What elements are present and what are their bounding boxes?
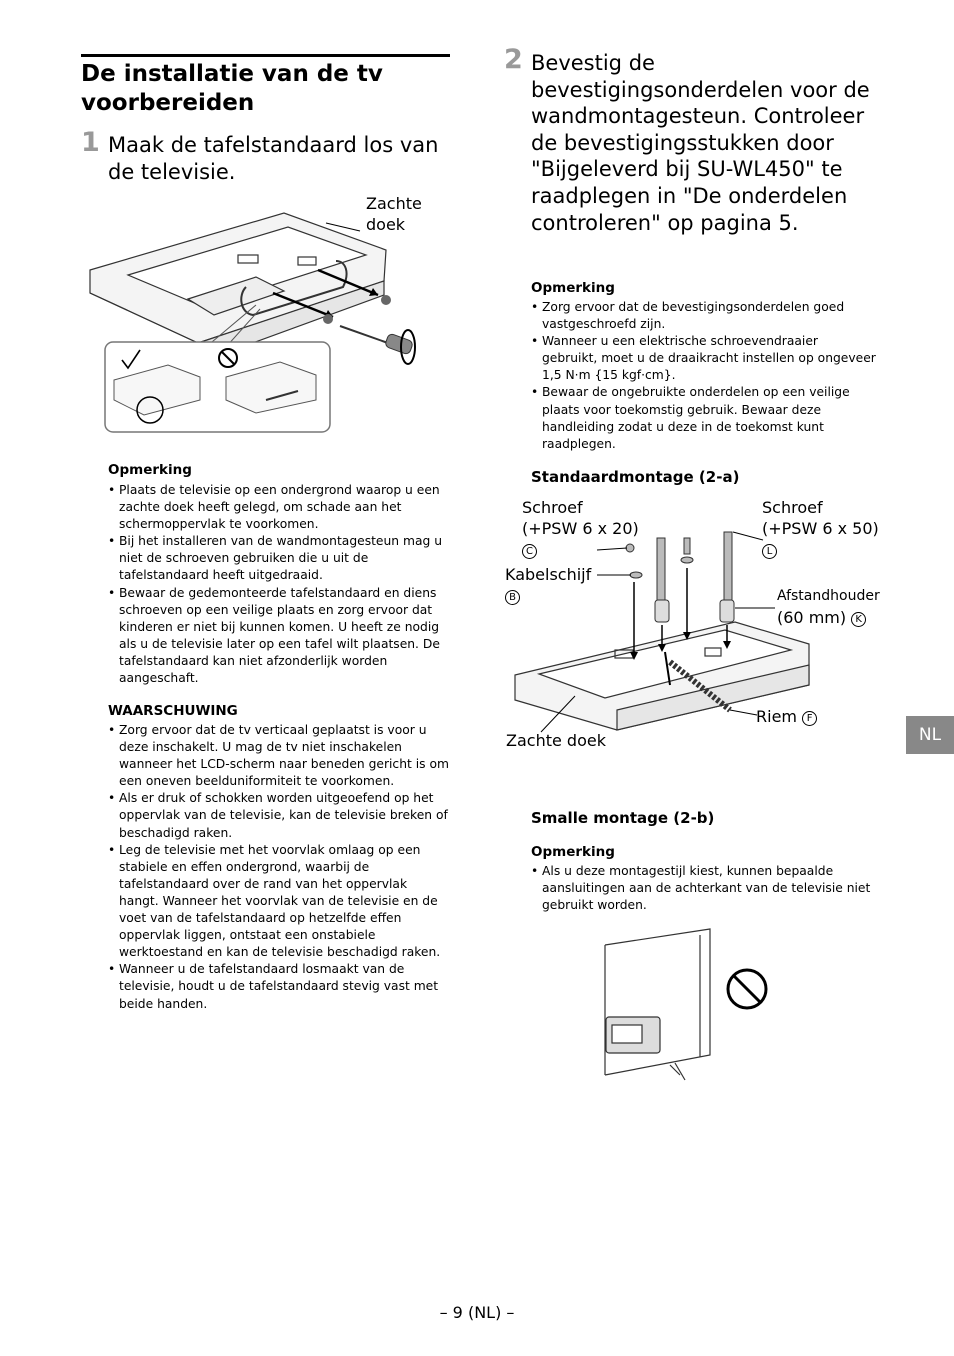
part-mark-c: C <box>522 544 537 559</box>
soft-cloth-label: Zachte doek <box>366 194 422 234</box>
note-list <box>531 299 876 453</box>
screw-c-line2: (+PSW 6 x 20) <box>522 519 639 538</box>
spacer-line1: Afstandhouder <box>777 588 880 604</box>
note-heading: Opmerking <box>531 844 615 860</box>
language-tab: NL <box>906 716 954 754</box>
belt-text: Riem <box>756 707 797 726</box>
list-item: • Bewaar de ongebruikte onderdelen op een veilige plaats voor toekomstig gebruik. Bewaar deze handleiding zodat u deze in de toekomst kunt raadplegen. <box>531 384 876 452</box>
section-title: De installatie van de tv voorbereiden <box>81 61 383 116</box>
part-mark-k: K <box>851 612 866 627</box>
screw-l-line2: (+PSW 6 x 50) <box>762 519 879 538</box>
part-mark-b: B <box>505 590 520 605</box>
spacer-line2: (60 mm) <box>777 608 847 627</box>
slim-mount-heading: Smalle montage (2-b) <box>531 809 715 827</box>
note-heading: Opmerking <box>108 462 192 478</box>
list-item: • Bij het installeren van de wandmontagesteun mag u niet de schroeven gebruiken die u uit de tafelstandaard heeft uitgedraaid. <box>108 533 450 584</box>
soft-cloth-label: Zachte doek <box>506 731 606 750</box>
slim-mount-illustration <box>600 925 780 1085</box>
screw-l-line1: Schroef <box>762 498 823 517</box>
warning-list <box>108 722 450 1013</box>
screw-l-label <box>762 497 879 560</box>
step-1-text: Maak de tafelstandaard los van de televisie. <box>108 133 439 184</box>
warning-heading: WAARSCHUWING <box>108 703 238 719</box>
title-rule <box>81 54 450 57</box>
page-number: – 9 (NL) – <box>439 1303 515 1322</box>
note-list <box>108 482 450 687</box>
step-2-text: Bevestig de bevestigingsonderdelen voor de wandmontagesteun. Controleer de bevestigingsstukken door "Bijgeleverd bij SU-WL450" te raadplegen in "De onderdelen controleren" op pagina 5. <box>531 51 870 235</box>
belt-label <box>756 706 817 727</box>
screw-c-line1: Schroef <box>522 498 583 517</box>
list-item: • Als u deze montagestijl kiest, kunnen bepaalde aansluitingen aan de achterkant van de televisie niet gebruikt worden. <box>531 863 876 914</box>
step-2-number: 2 <box>504 44 523 75</box>
standard-mount-heading: Standaardmontage (2-a) <box>531 468 740 486</box>
list-item: • Bewaar de gedemonteerde tafelstandaard en diens schroeven op een veilige plaats en zorg ervoor dat kinderen er niet bij kunnen komen. U heeft ze nodig als u de televisie later op een tafel wilt plaatsen. De tafelstandaard kan niet afzonderlijk worden aangeschaft. <box>108 585 450 688</box>
note-heading: Opmerking <box>531 280 615 296</box>
list-item: • Plaats de televisie op een ondergrond waarop u een zachte doek heeft gelegd, om schade aan het schermoppervlak te voorkomen. <box>108 482 450 533</box>
list-item: • Zorg ervoor dat de bevestigingsonderdelen goed vastgeschroefd zijn. <box>531 299 876 333</box>
slim-note-list <box>531 863 876 914</box>
part-mark-f: F <box>802 711 817 726</box>
list-item: • Als er druk of schokken worden uitgeoefend op het oppervlak van de televisie, kan de televisie breken of beschadigd raken. <box>108 790 450 841</box>
part-mark-l: L <box>762 544 777 559</box>
spacer-label <box>777 586 880 628</box>
list-item: • Wanneer u de tafelstandaard losmaakt van de televisie, houdt u de tafelstandaard stevig vast met beide handen. <box>108 961 450 1012</box>
washer-label <box>505 564 591 606</box>
step-1-number: 1 <box>81 127 100 158</box>
washer-text: Kabelschijf <box>505 565 592 584</box>
list-item: • Zorg ervoor dat de tv verticaal geplaatst is voor u deze inschakelt. U mag de tv niet inschakelen wanneer het LCD-scherm naar beneden gericht is om een oneven beelduniformiteit te voorkomen. <box>108 722 450 790</box>
screw-c-label <box>522 497 639 560</box>
list-item: • Wanneer u een elektrische schroevendraaier gebruikt, moet u de draaikracht instellen op ongeveer 1,5 N·m {15 kgf·cm}. <box>531 333 876 384</box>
list-item: • Leg de televisie met het voorvlak omlaag op een stabiele en effen ondergrond, waarbij de tafelstandaard over de rand van het oppervlak hangt. Wanneer het voorvlak van de televisie en de voet van de tafelstandaard op hetzelfde effen oppervlak liggen, ontstaat een onstabiele werktoestand en kan de televisie beschadigd raken. <box>108 842 450 962</box>
